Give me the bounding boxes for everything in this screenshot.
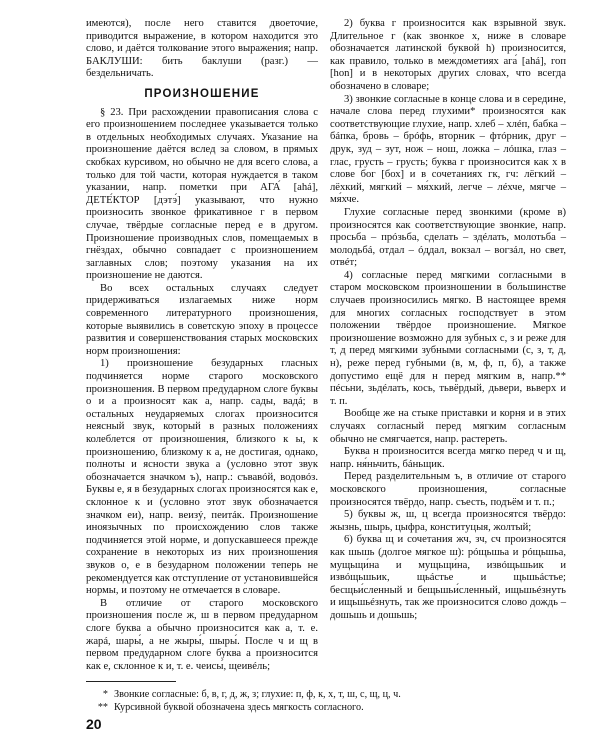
paragraph-rule-1: 1) произношение безударных гласных подчиняется норме старого московского произношения. В первом предударном слоге буквы о и а произносят как а, напр. сады, вадá; в остальных неударяемых слогах произносится неясный звук, который в разных положениях колеблется от произношения, близкого к ы, к произношению, близкому к а, не достигая, однако, полноты и ясности звука а (условно этот звук обозначается значком ъ), напр.: съвавóй, водовóз. Буквы е, я в безударных слогах произносятся как е, склонное к и (условно этот звук обозначается значком еи), напр. веизý, пеитáк. Произношение иноязычных по происхождению слов также подчиняется этой норме, и допускавшееся прежде сохранение в некоторых из них произношения звуков о, е в безударном положении теперь не рекомендуется как отступление от установившейся нормы, и поэтому не отмечается в словаре.: [86, 358, 319, 597]
footnote-divider: [86, 681, 176, 682]
footnote-2: [86, 701, 566, 714]
footnotes: [86, 681, 566, 714]
paragraph-23: § 23. При расхождении правописания слова с его произношением последнее указывается только в отдельных необходимых случаях. Указание на произношение даётся вслед за словом, в прямых скобках курсивом, но обычно не для всего слова, а только для той части, которая нуждается в таком указании, напр. пометки при АГА́ [ahá], ДЕТЕ́КТОР [дэтэ́] указывают, что нужно произносить звонкое фрикативное г в первом случае, твёрдые согласные перед е в другом. Произношение производных слов, помещаемых в гнёздах, обычно совпадает с произношением заглавных слов; поэтому указания на их произношение не даются.: [86, 106, 318, 282]
paragraph-rule-1-cont: В отличие от старого московского произношения после ж, ш в первом предударном слоге буква а обычно произносится как а, т. е. жарá, шары́, а не жыры́, шыры́. После ч и щ в первом предударном слоге буква а произносится как е, склонное к и, т. е. чеисы́, щеивéль;: [86, 597, 318, 672]
intro-paragraph: имеются), после него ставится двоеточие, приводится выражение, в котором находится это слово, и даётся толкование этого выражения; напр. БАКЛУШИ: бить баклуши (разг.) — бездельничать.: [86, 18, 318, 80]
paragraph-prefix-root: Вообще же на стыке приставки и корня и в этих случаях согласный перед мягким согласным обычно не смягчается, напр. растереть.: [330, 408, 566, 445]
footnote-mark: *: [102, 689, 108, 700]
paragraph-rule-5: 5) буквы ж, ш, ц всегда произносятся твёрдо: жызнь, шырь, цыфра, конституцыя, жолтый;: [330, 509, 566, 533]
paragraph-norms-intro: Во всех остальных случаях следует придерживаться излагаемых ниже норм современного литературного произношения, которые выявились в советскую эпоху в процессе развития и совершенствования старых московских норм произношения:: [86, 282, 318, 357]
footnote-text: Звонкие согласные: б, в, г, д, ж, з; глухие: п, ф, к, х, т, ш, с, щ, ц, ч.: [114, 689, 401, 700]
paragraph-rule-4: 4) согласные перед мягкими согласными в старом московском произношении в большинстве случаев произносились мягко. В настоящее время для многих согласных господствует в этом положении твёрдое произношение. Мягкое произношение возможно для зубных с, з и реже для т, д перед мягкими зубными согласными (с, з, т, д, н), реже перед губными (в, м, ф, п, б), а также допустимо ещё для н перед мягким в, напр.** пéсьни, зьдéлать, кось, тьвёрдый, дьвери, вьверх и т. п.: [330, 269, 566, 407]
section-title: ПРОИЗНОШЕНИЕ: [144, 87, 260, 100]
left-column: [86, 18, 318, 673]
paragraph-voiceless: Глухие согласные перед звонкими (кроме в) произносятся как соответствующие звонкие, напр. просьба – прóзьба, сделать – здéлать, молотьба – молодьбá, отдал – óддал, вокзал – вогзáл, но свет, отвéт;: [330, 206, 566, 269]
paragraph-letter-n: Буква н произносится всегда мягко перед ч и щ, напр. ня́ньчить, бáньщик.: [330, 446, 566, 470]
paragraph-hard-sign: Перед разделительным ъ, в отличие от старого московского произношения, согласные произносятся твёрдо, напр. съесть, подъём и т. п.;: [330, 471, 566, 508]
paragraph-rule-6: 6) буква щ и сочетания жч, зч, сч произносятся как шьшь (долгое мягкое ш): рóщьшьа и рóщьшьа, мущьщи́на и мущьщи́на, извóщьшьик и извóщьшьик, щьáстье и щьшьáстье; бесщьи́сленный и бещьшьи́сленный, ищьшьéзнуть и ищьшьéзнуть, так же произносится слово дождь – дошьшь и дошьшь;: [330, 534, 566, 621]
paragraph-rule-3: 3) звонкие согласные в конце слова и в середине, начале слова перед глухими* произносятся как соответствующие глухие, напр. хлеб – хлéп, бабка – бáпка, бровь – брóфь, вторник – фтóрник, друг – друк, зуд – зут, нож – нош, ложка – лóшка, глаз – глас, грусть – грусть; буква г произносится как х в слове бог [бох] и в сочетаниях гк, гч: лёгкий – лёхкий, мягкий – мя́хкий, легче – лéхче, мягче – мя́хче.: [330, 93, 566, 206]
footnote-text: Курсивной буквой обозначена здесь мягкость согласного.: [114, 702, 364, 713]
paragraph-rule-2: 2) буква г произносится как взрывной звук. Длительное г (как звонкое х, ниже в словаре обозначается латинской буквой h) произносится, как правило, только в междометиях ага́ [ahá], гоп [hon] и в некоторых других словах, что всегда обозначено в словаре;: [330, 18, 566, 92]
page-number: 20: [86, 716, 102, 732]
footnote-1: [86, 688, 566, 701]
footnote-mark: **: [97, 702, 108, 713]
right-column: [330, 18, 566, 623]
